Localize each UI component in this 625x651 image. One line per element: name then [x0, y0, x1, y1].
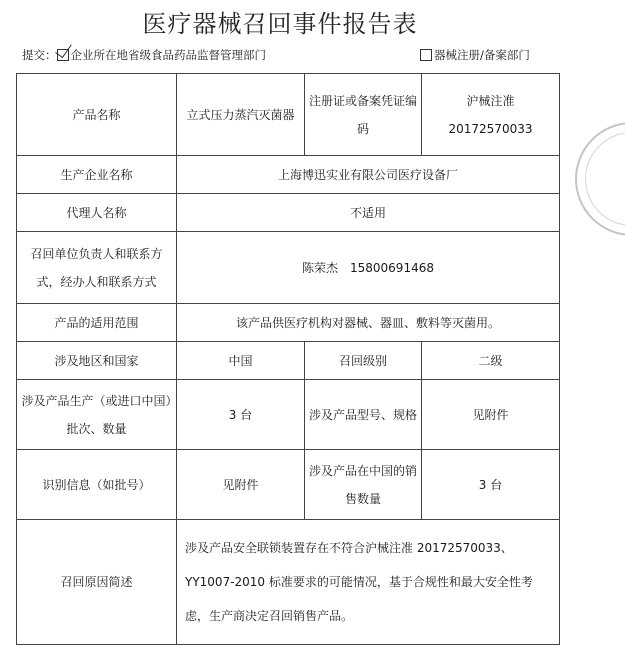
table-row: [17, 74, 560, 156]
identification-label: 识别信息（如批号）: [17, 450, 177, 520]
manufacturer-label: 生产企业名称: [17, 156, 177, 194]
scope-label: 产品的适用范围: [17, 304, 177, 342]
registration-label: 注册证或备案凭证编码: [305, 74, 422, 156]
submit-prefix: 提交：: [22, 48, 57, 62]
recall-reason-label: 召回原因简述: [17, 520, 177, 645]
submit-to-row: [22, 47, 266, 63]
identification-value: 见附件: [177, 450, 305, 520]
table-row: [17, 156, 560, 194]
registration-dept-option: [420, 47, 530, 63]
product-name-value: 立式压力蒸汽灭菌器: [177, 74, 305, 156]
provincial-fda-label: 企业所在地省级食品药品监督管理部门: [70, 48, 266, 62]
manufacturer-value: 上海博迅实业有限公司医疗设备厂: [177, 156, 560, 194]
model-label: 涉及产品型号、规格: [305, 380, 422, 450]
table-row: [17, 342, 560, 380]
registration-dept-checkbox[interactable]: [420, 49, 432, 61]
recall-level-value: 二级: [422, 342, 560, 380]
model-value: 见附件: [422, 380, 560, 450]
recall-reason-value: 涉及产品安全联锁装置存在不符合沪械注准 20172570033、YY1007-2010 标准要求的可能情况，基于合规性和最大安全性考虑，生产商决定召回销售产品。: [177, 520, 560, 645]
contact-value: 陈荣杰 15800691468: [177, 232, 560, 304]
provincial-fda-checkbox[interactable]: [57, 49, 69, 61]
region-label: 涉及地区和国家: [17, 342, 177, 380]
batch-label: 涉及产品生产（或进口中国）批次、数量: [17, 380, 177, 450]
table-row: [17, 380, 560, 450]
recall-report-table: [16, 73, 560, 645]
official-seal-stamp: [575, 122, 625, 236]
recall-level-label: 召回级别: [305, 342, 422, 380]
table-row: [17, 232, 560, 304]
table-row: [17, 194, 560, 232]
table-row: [17, 304, 560, 342]
scope-value: 该产品供医疗机构对器械、器皿、敷料等灭菌用。: [177, 304, 560, 342]
agent-value: 不适用: [177, 194, 560, 232]
registration-value: 沪械注准 20172570033: [422, 74, 560, 156]
table-row: [17, 520, 560, 645]
agent-label: 代理人名称: [17, 194, 177, 232]
seal-inner-ring: [585, 132, 625, 226]
region-value: 中国: [177, 342, 305, 380]
table-row: [17, 450, 560, 520]
contact-label: 召回单位负责人和联系方式，经办人和联系方式: [17, 232, 177, 304]
sales-value: 3 台: [422, 450, 560, 520]
product-name-label: 产品名称: [17, 74, 177, 156]
registration-dept-label: 器械注册/备案部门: [434, 48, 530, 62]
batch-value: 3 台: [177, 380, 305, 450]
page-title: 医疗器械召回事件报告表: [142, 10, 418, 38]
sales-label: 涉及产品在中国的销售数量: [305, 450, 422, 520]
